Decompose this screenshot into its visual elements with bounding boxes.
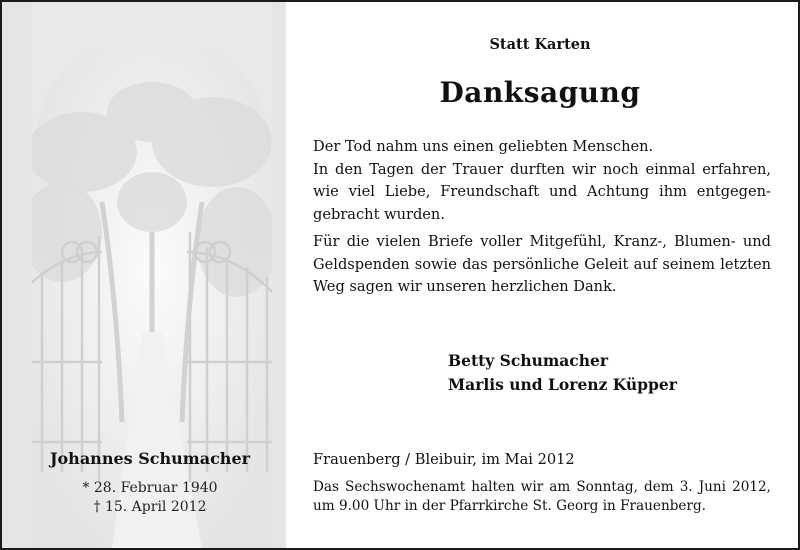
text-line: gebracht wurden. <box>313 205 445 223</box>
deceased-name: Johannes Schumacher <box>49 449 251 468</box>
text-line: In den Tagen der Trauer durften wir noch einmal erfahren, <box>313 160 771 178</box>
text-line: wie viel Liebe, Freundschaft und Achtung ihm entgegen- <box>313 183 771 200</box>
notice-title: Danksagung <box>439 76 641 109</box>
place-date: Frauenberg / Bleibuir, im Mai 2012 <box>313 451 575 468</box>
text-line: Für die vielen Briefe voller Mitgefühl, Kranz-, Blumen- und <box>313 233 771 250</box>
notice-header: Statt Karten <box>489 36 591 53</box>
death-date: † 15. April 2012 <box>93 499 207 515</box>
birth-date: * 28. Februar 1940 <box>82 480 218 496</box>
text-line: Weg sagen wir unseren herzlichen Dank. <box>313 278 617 295</box>
service-note <box>313 478 771 516</box>
signatory: Marlis und Lorenz Küpper <box>448 375 677 394</box>
thanks-paragraph-1 <box>313 136 771 226</box>
text-line: Geldspenden sowie das persönliche Geleit auf seinem letzten <box>313 255 771 273</box>
text-line: um 9.00 Uhr in der Pfarrkirche St. Georg in Frauenberg. <box>313 498 706 514</box>
thanks-paragraph-2 <box>313 231 771 299</box>
text-line: Der Tod nahm uns einen geliebten Menschen. <box>313 138 654 155</box>
text-line: Das Sechswochenamt halten wir am Sonntag, dem 3. Juni 2012, <box>313 479 771 495</box>
signatory: Betty Schumacher <box>448 351 609 370</box>
